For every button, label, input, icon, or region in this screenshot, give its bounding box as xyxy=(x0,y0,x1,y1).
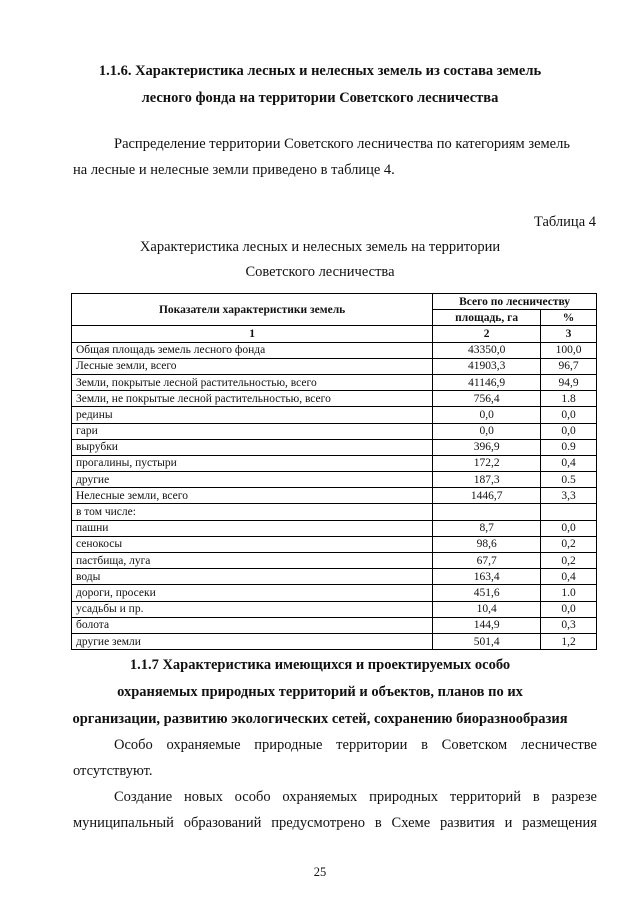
table-row xyxy=(72,504,597,520)
table-row xyxy=(72,569,597,585)
row-name: Нелесные земли, всего xyxy=(72,488,433,504)
table-row xyxy=(72,407,597,423)
row-area: 10,4 xyxy=(433,601,541,617)
row-name: Лесные земли, всего xyxy=(72,358,433,374)
word: в xyxy=(374,815,382,831)
column-number-3: 3 xyxy=(541,326,597,342)
section-116-title-line2: лесного фонда на территории Советского лесничества xyxy=(141,90,499,106)
word: новых xyxy=(183,789,223,805)
row-area: 43350,0 xyxy=(433,342,541,358)
table-row xyxy=(72,488,597,504)
row-name: сенокосы xyxy=(72,536,433,552)
word: разрезе xyxy=(551,789,597,805)
row-pct: 0,4 xyxy=(541,569,597,585)
header-total: Всего по лесничеству xyxy=(433,294,597,310)
row-pct: 0,0 xyxy=(541,407,597,423)
word: Схеме xyxy=(391,815,431,831)
land-characteristics-table xyxy=(71,293,597,650)
word: размещения xyxy=(522,815,597,831)
row-area: 8,7 xyxy=(433,520,541,536)
word: природных xyxy=(369,789,439,805)
table-row xyxy=(72,617,597,633)
section-117-title-line3: организации, развитию экологических сетей, сохранению биоразнообразия xyxy=(72,711,568,727)
word: территории xyxy=(336,737,408,753)
word: особо xyxy=(234,789,271,805)
table-row xyxy=(72,601,597,617)
row-area: 144,9 xyxy=(433,617,541,633)
row-pct: 3,3 xyxy=(541,488,597,504)
header-pct: % xyxy=(541,310,597,326)
row-area: 501,4 xyxy=(433,633,541,649)
row-pct: 100,0 xyxy=(541,342,597,358)
word: охраняемых xyxy=(282,789,358,805)
row-name: воды xyxy=(72,569,433,585)
section-117-paragraph1-line2: отсутствуют. xyxy=(73,763,153,779)
table-row xyxy=(72,439,597,455)
row-pct: 0.9 xyxy=(541,439,597,455)
row-pct: 0,0 xyxy=(541,520,597,536)
row-name: пашни xyxy=(72,520,433,536)
row-pct: 1,2 xyxy=(541,633,597,649)
section-117-title-line2: охраняемых природных территорий и объектов, планов по их xyxy=(117,684,523,700)
row-pct xyxy=(541,504,597,520)
row-pct: 96,7 xyxy=(541,358,597,374)
row-name: другие xyxy=(72,472,433,488)
word: развития xyxy=(440,815,495,831)
table-row xyxy=(72,520,597,536)
row-area: 0,0 xyxy=(433,407,541,423)
word: природные xyxy=(254,737,323,753)
table-row xyxy=(72,585,597,601)
table-caption-line2: Советского лесничества xyxy=(245,264,395,280)
row-pct: 0,2 xyxy=(541,553,597,569)
row-area: 67,7 xyxy=(433,553,541,569)
table-row xyxy=(72,358,597,374)
row-name: Земли, покрытые лесной растительностью, всего xyxy=(72,374,433,390)
table-caption-line1: Характеристика лесных и нелесных земель на территории xyxy=(139,239,501,255)
row-pct: 0,0 xyxy=(541,601,597,617)
row-pct: 0,3 xyxy=(541,617,597,633)
row-name: болота xyxy=(72,617,433,633)
header-indicator: Показатели характеристики земель xyxy=(72,294,433,326)
row-pct: 1.8 xyxy=(541,391,597,407)
section-116-paragraph-line1: Распределение территории Советского лесничества по категориям земель xyxy=(114,136,570,152)
row-area: 172,2 xyxy=(433,455,541,471)
row-name: дороги, просеки xyxy=(72,585,433,601)
table-row xyxy=(72,472,597,488)
row-name: пастбища, луга xyxy=(72,553,433,569)
row-area: 98,6 xyxy=(433,536,541,552)
row-name: Общая площадь земель лесного фонда xyxy=(72,342,433,358)
word: муниципальный xyxy=(73,815,174,831)
section-117-paragraph2-line2 xyxy=(73,815,597,832)
row-name: редины xyxy=(72,407,433,423)
table-row xyxy=(72,374,597,390)
row-area: 396,9 xyxy=(433,439,541,455)
row-pct: 0,2 xyxy=(541,536,597,552)
table-row xyxy=(72,455,597,471)
column-number-2: 2 xyxy=(433,326,541,342)
row-area: 451,6 xyxy=(433,585,541,601)
word: Создание xyxy=(114,789,173,805)
row-name: прогалины, пустыри xyxy=(72,455,433,471)
word: в xyxy=(421,737,428,753)
row-name: в том числе: xyxy=(72,504,433,520)
header-area: площадь, га xyxy=(433,310,541,326)
table-label: Таблица 4 xyxy=(533,214,596,230)
row-area: 187,3 xyxy=(433,472,541,488)
section-117-paragraph1-line1 xyxy=(114,737,597,754)
row-pct: 0.5 xyxy=(541,472,597,488)
word: Советском xyxy=(441,737,508,753)
column-number-1: 1 xyxy=(72,326,433,342)
row-pct: 0,0 xyxy=(541,423,597,439)
table-row xyxy=(72,633,597,649)
word: в xyxy=(532,789,540,805)
row-pct: 0,4 xyxy=(541,455,597,471)
section-116-paragraph-line2: на лесные и нелесные земли приведено в таблице 4. xyxy=(73,162,395,178)
row-name: другие земли xyxy=(72,633,433,649)
table-row xyxy=(72,553,597,569)
word: территорий xyxy=(449,789,522,805)
word: и xyxy=(504,815,513,831)
section-117-paragraph2-line1 xyxy=(114,789,597,806)
row-area xyxy=(433,504,541,520)
table-row xyxy=(72,391,597,407)
word: охраняемые xyxy=(166,737,241,753)
row-pct: 94,9 xyxy=(541,374,597,390)
row-name: вырубки xyxy=(72,439,433,455)
row-area: 1446,7 xyxy=(433,488,541,504)
table-row xyxy=(72,342,597,358)
row-name: усадьбы и пр. xyxy=(72,601,433,617)
section-116-title-line1: 1.1.6. Характеристика лесных и нелесных земель из состава земель xyxy=(98,63,542,79)
word: образований xyxy=(183,815,262,831)
row-area: 756,4 xyxy=(433,391,541,407)
word: Особо xyxy=(114,737,153,753)
row-area: 41903,3 xyxy=(433,358,541,374)
row-name: Земли, не покрытые лесной растительностью, всего xyxy=(72,391,433,407)
word: лесничестве xyxy=(520,737,597,753)
row-name: гари xyxy=(72,423,433,439)
row-pct: 1.0 xyxy=(541,585,597,601)
page-number: 25 xyxy=(313,865,327,879)
word: предусмотрено xyxy=(271,815,365,831)
row-area: 0,0 xyxy=(433,423,541,439)
table-row xyxy=(72,536,597,552)
row-area: 163,4 xyxy=(433,569,541,585)
row-area: 41146,9 xyxy=(433,374,541,390)
table-row xyxy=(72,423,597,439)
section-117-title-line1: 1.1.7 Характеристика имеющихся и проектируемых особо xyxy=(129,657,511,673)
